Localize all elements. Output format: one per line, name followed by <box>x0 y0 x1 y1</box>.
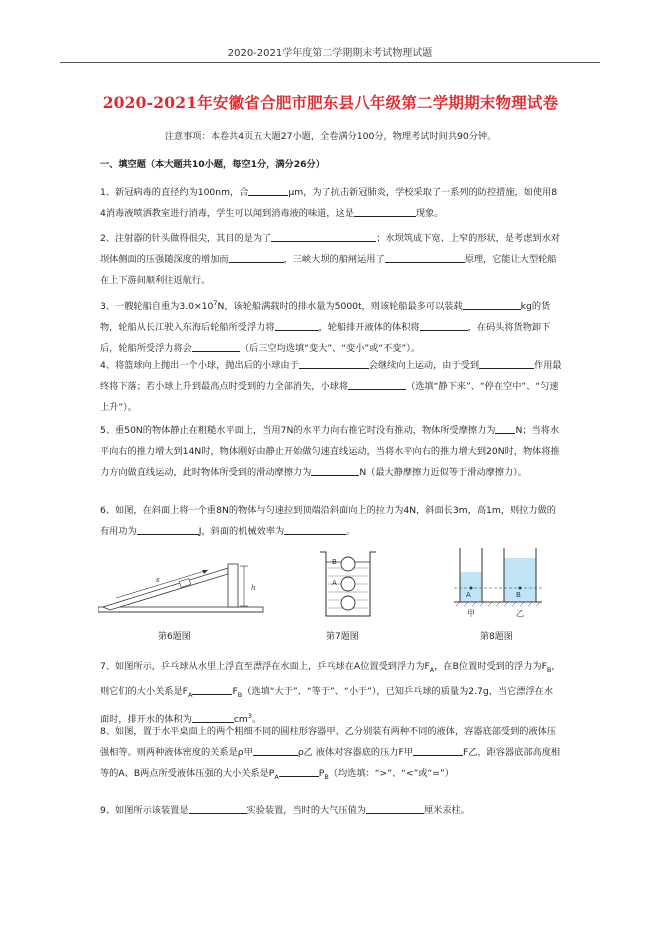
answer-blank[interactable] <box>192 340 240 352</box>
answer-blank[interactable] <box>137 523 199 535</box>
question-5: 5、重50N的物体静止在粗糙水平面上，当用7N的水平力向右推它时没有推动，物体所受摩擦力为 N；当将水平向右的推力增大到14N时，物体刚好由静止开始做匀速直线运动，当将水平向右的推力增大到20N时，物体将推力方向做直线运动，此时物体所受到的滑动摩擦力为 N（最大静摩擦力近似等于滑动摩擦力）。 <box>100 420 562 483</box>
ball-a-label: A <box>332 579 337 587</box>
container-yi-label: 乙 <box>516 609 524 618</box>
question-7: 7、如图所示，乒乓球从水里上浮直至漂浮在水面上，乒乓球在A位置受到浮力为$F_A$，在B位置时受到的浮力为$F_B$，则它们的大小关系是$F_A$ $F_B$（选填“大于”、“等于”、“小于”），已知乒乓球的质量为2.7g，当它漂浮在水面时，排开水的体积为 $cm^3$。 <box>100 661 561 725</box>
point-b-label: B <box>516 591 521 599</box>
answer-blank[interactable] <box>189 802 247 814</box>
answer-blank[interactable] <box>366 802 424 814</box>
question-2: 2、注射器的针头做得很尖，其目的是为了 ；水坝筑成下宽、上窄的形状，是考虑到水对坝体侧面的压强随深度的增加而 ，三峡大坝的船闸运用了 原理，它能让大型轮船在上下游间顺利往返航行。 <box>100 228 562 291</box>
exam-notice: 注意事项：本卷共4页五大题27小题，全卷满分100分，物理考试时间共90分钟。 <box>164 131 497 142</box>
answer-blank[interactable] <box>420 319 468 331</box>
answer-blank[interactable] <box>248 184 288 196</box>
figure-8-containers <box>452 544 544 620</box>
beaker-diagram <box>318 548 378 620</box>
figure-7-caption: 第7题图 <box>326 632 359 642</box>
point-a-label: A <box>466 591 471 599</box>
question-8: 8、如图，置于水平桌面上的两个粗细不同的圆柱形容器甲、乙分别装有两种不同的液体，容器底部受到的液体压强相等。则两种液体密度的关系是ρ甲 ρ乙 液体对容器底的压力F甲 F乙，距容器底部高度相等的A、B两点所受液体压强的大小关系是$P_A$ $P_B$（均选填：“>”、“<”或“=”） <box>100 726 561 781</box>
answer-blank[interactable] <box>253 744 298 756</box>
answer-blank[interactable] <box>348 378 406 390</box>
question-9: 9、如图所示该装置是 实验装置，当时的大气压值为 厘米汞柱。 <box>100 800 562 821</box>
question-4: 4、将篮球向上抛出一个小球，抛出后的小球由于 会继续向上运动，由于受到 作用最终将下落；若小球上升到最高点时受到的力全部消失，小球将 （选填“静下来”、“停在空中”、“匀速上升”）。 <box>100 355 562 418</box>
question-1: 1、新冠病毒的直径约为100nm，合 μm，为了抗击新冠肺炎，学校采取了一系列的防控措施，如使用84消毒液喷洒教室进行消毒，学生可以闻到消毒液的味道，这是 现象。 <box>100 182 562 224</box>
answer-blank[interactable] <box>299 357 369 369</box>
container-jia-label: 甲 <box>467 609 475 618</box>
header-divider <box>60 62 600 63</box>
ball-b-label: B <box>332 558 337 566</box>
exam-title: 2020-2021年安徽省合肥市肥东县八年级第二学期期末物理试卷 <box>102 93 559 112</box>
containers-diagram <box>452 544 544 620</box>
answer-blank[interactable] <box>463 298 521 310</box>
question-3: 3、一艘轮船自重为$3.0\times 10^7N$，该轮船满载时的排水量为5000t，则该轮船最多可以装载 kg的货物，轮船从长江驶入东海后轮船所受浮力将 ，轮船排开液体的体积将 ，在码头将货物卸下后，轮船所受浮力将会 （后三空均选填“变大”、“变小”或“不变”）。 <box>100 299 551 355</box>
length-label: s <box>156 576 160 584</box>
incline-diagram <box>98 560 268 618</box>
page-header: 2020-2021学年度第二学期期末考试物理试题 <box>227 48 433 59</box>
answer-blank[interactable] <box>275 319 319 331</box>
figure-8-caption: 第8题图 <box>480 632 513 642</box>
answer-blank[interactable] <box>385 251 465 263</box>
height-label: h <box>251 584 256 592</box>
section-heading: 一、填空题（本大题共10小题，每空1分，满分26分） <box>100 159 325 170</box>
answer-blank[interactable] <box>479 357 534 369</box>
answer-blank[interactable] <box>271 230 376 242</box>
question-6: 6、如图，在斜面上将一个重8N的物体与匀速拉到顶端沿斜面向上的拉力为4N，斜面长3m，高1m，则拉力做的有用功为 J，斜面的机械效率为 。 <box>100 505 556 537</box>
answer-blank[interactable] <box>192 683 232 695</box>
answer-blank[interactable] <box>279 765 319 777</box>
answer-blank[interactable] <box>229 251 284 263</box>
figure-6-caption: 第6题图 <box>158 632 191 642</box>
answer-blank[interactable] <box>413 744 463 756</box>
answer-blank[interactable] <box>311 464 359 476</box>
answer-blank[interactable] <box>354 205 416 217</box>
figure-7-beaker <box>318 548 378 620</box>
figure-6-incline <box>98 560 268 618</box>
answer-blank[interactable] <box>495 422 515 434</box>
answer-blank[interactable] <box>284 523 346 535</box>
